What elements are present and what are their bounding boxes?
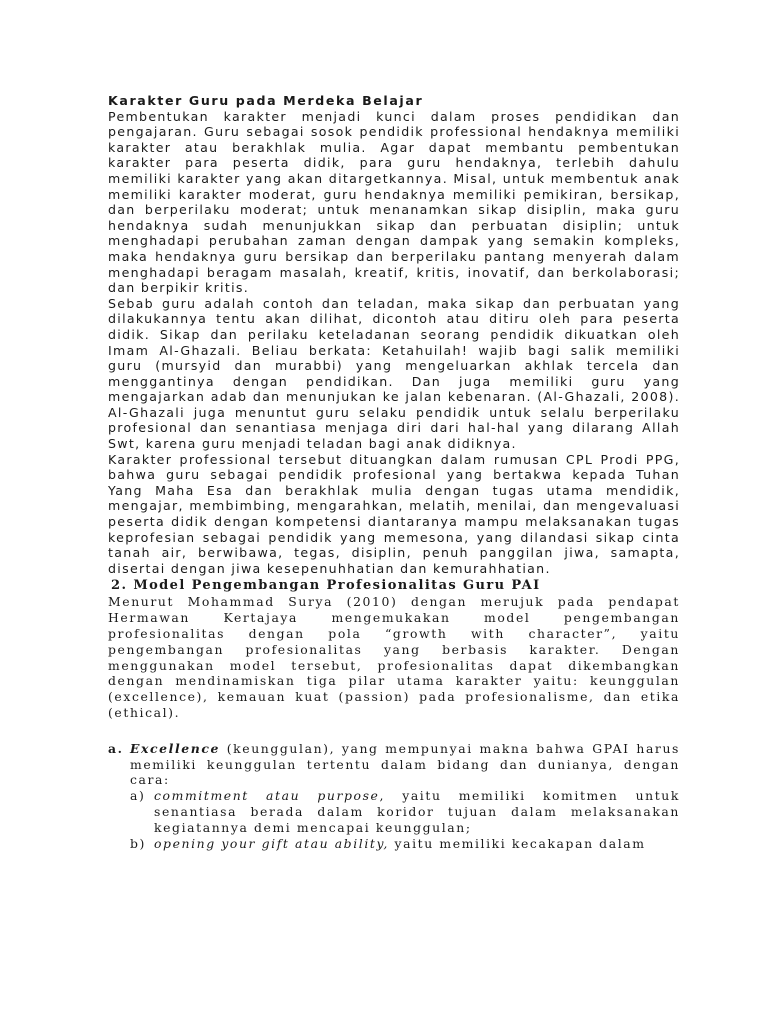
list-term: Excellence (130, 740, 220, 756)
section-title: Model Pengembangan Profesionalitas Guru PAI (133, 578, 541, 594)
document-page (108, 93, 680, 851)
sublist-marker: b) (130, 835, 146, 851)
sublist-term: commitment atau purpose (154, 788, 380, 804)
paragraph: Karakter professional tersebut dituangkan dalam rumusan CPL Prodi PPG, bahwa guru sebagai pendidik profesional yang bertakwa kepada Tuhan Yang Maha Esa dan berakhlak mulia dengan tugas utama mendidik, mengajar, membimbing, mengarahkan, melatih, menilai, dan mengevaluasi peserta didik dengan kompetensi diantaranya mampu melaksanakan tugas keprofesian sebagai pendidik yang memesona, yang dilandasi sikap cinta tanah air, berwibawa, tegas, disiplin, penuh panggilan jiwa, samapta, disertai dengan jiwa kesepenuhhatian dan kemurahhatian. (108, 451, 680, 576)
list-marker: a. (108, 740, 124, 756)
sublist-item (130, 788, 680, 835)
paragraph: Pembentukan karakter menjadi kunci dalam proses pendidikan dan pengajaran. Guru sebagai sosok pendidik professional hendaknya memiliki karakter atau berakhlak mulia. Agar dapat membantu pembentukan karakter para peserta didik, para guru hendaknya, terlebih dahulu memiliki karakter yang akan ditargetkannya. Misal, untuk membentuk anak memiliki karakter moderat, guru hendaknya memiliki pemikiran, bersikap, dan berperilaku moderat; untuk menanamkan sikap disiplin, maka guru hendaknya sudah menunjukkan sikap dan perbuatan disiplin; untuk menghadapi perubahan zaman dengan dampak yang semakin kompleks, maka hendaknya guru bersikap dan berperilaku pantang menyerah dalam menghadapi beragam masalah, kreatif, kritis, inovatif, dan berkolaborasi; dan berpikir kritis. (108, 108, 680, 296)
paragraph: Sebab guru adalah contoh dan teladan, maka sikap dan perbuatan yang dilakukannya tentu akan dilihat, dicontoh atau ditiru oleh para peserta didik. Sikap dan perilaku keteladanan seorang pendidik dikuatkan oleh Imam Al-Ghazali. Beliau berkata: Ketahuilah! wajib bagi salik memiliki guru (mursyid dan murabbi) yang mengeluarkan akhlak tercela dan menggantinya dengan pendidikan. Dan juga memiliki guru yang mengajarkan adab dan menunjukan ke jalan kebenaran. (Al-Ghazali, 2008). Al-Ghazali juga menuntut guru selaku pendidik untuk selalu berperilaku profesional dan senantiasa menjaga diri dari hal-hal yang dilarang Allah Swt, karena guru menjadi teladan bagi anak didiknya. (108, 295, 680, 452)
section-1 (108, 93, 680, 576)
sublist-text: yaitu memiliki kecakapan dalam (388, 835, 646, 851)
list-item (108, 741, 680, 852)
sublist-term: opening your gift atau ability, (154, 835, 389, 851)
list-text: (keunggulan), yang mempunyai makna bahwa GPAI harus memiliki keunggulan tertentu dalam bidang dan dunianya, dengan cara: (130, 740, 680, 788)
sublist-marker: a) (130, 788, 146, 804)
section-2 (108, 594, 680, 851)
section-2-heading (111, 578, 680, 594)
paragraph: Menurut Mohammad Surya (2010) dengan merujuk pada pendapat Hermawan Kertajaya mengemukakan model pengembangan profesionalitas dengan pola “growth with character”, yaitu pengembangan profesionalitas yang berbasis karakter. Dengan menggunakan model tersebut, profesionalitas dapat dikembangkan dengan mendinamiskan tiga pilar utama karakter yaitu: keunggulan (excellence), kemauan kuat (passion) pada profesionalisme, dan etika (ethical). (108, 594, 680, 720)
section-number: 2. (111, 578, 128, 594)
section-heading: Karakter Guru pada Merdeka Belajar (108, 93, 424, 108)
sublist-item (130, 836, 680, 852)
sublist-text: , yaitu memiliki komitmen untuk senantiasa berada dalam koridor tujuan dalam melaksanakan kegiatannya demi mencapai keunggulan; (154, 788, 680, 835)
spacer (108, 721, 680, 741)
